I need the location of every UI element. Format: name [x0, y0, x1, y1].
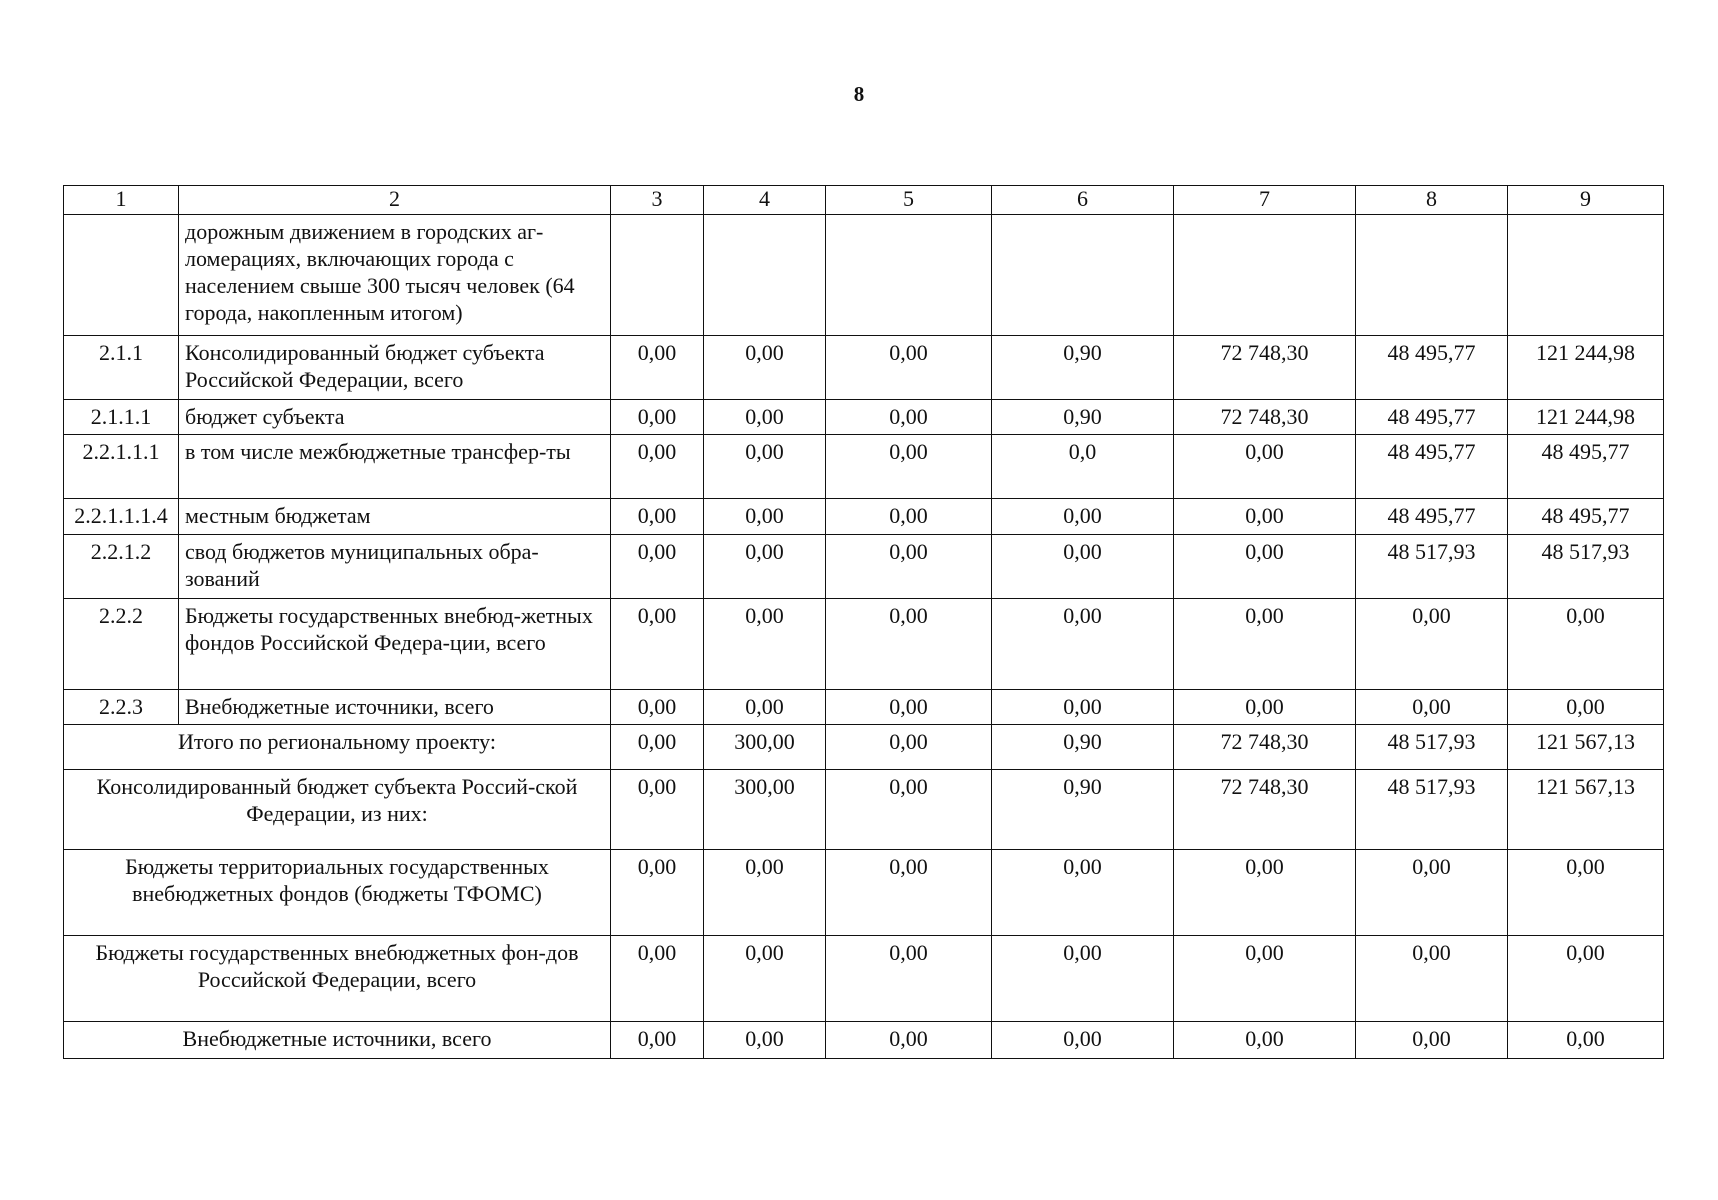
value-cell: 0,00 — [992, 850, 1174, 936]
row-name: в том числе межбюджетные трансфер-ты — [179, 435, 611, 499]
value-cell: 72 748,30 — [1174, 725, 1356, 770]
value-cell: 0,00 — [1508, 1022, 1664, 1059]
value-cell: 48 495,77 — [1508, 499, 1664, 535]
summary-label: Бюджеты государственных внебюджетных фон-дов Российской Федерации, всего — [64, 936, 611, 1022]
column-header: 3 — [611, 186, 704, 215]
row-name: свод бюджетов муниципальных обра-зований — [179, 535, 611, 599]
value-cell: 300,00 — [704, 725, 826, 770]
value-cell: 72 748,30 — [1174, 336, 1356, 400]
value-cell: 0,0 — [992, 435, 1174, 499]
value-cell: 0,00 — [1174, 499, 1356, 535]
value-cell: 0,90 — [992, 725, 1174, 770]
value-cell: 0,00 — [992, 535, 1174, 599]
table-row — [64, 435, 1664, 499]
value-cell: 0,00 — [992, 690, 1174, 725]
table-row — [64, 690, 1664, 725]
value-cell: 48 495,77 — [1508, 435, 1664, 499]
value-cell: 0,00 — [826, 725, 992, 770]
row-code: 2.2.1.2 — [64, 535, 179, 599]
value-cell: 0,00 — [1508, 599, 1664, 690]
row-code: 2.2.2 — [64, 599, 179, 690]
value-cell: 0,00 — [826, 690, 992, 725]
value-cell: 121 567,13 — [1508, 725, 1664, 770]
value-cell: 0,00 — [826, 850, 992, 936]
value-cell: 300,00 — [704, 770, 826, 850]
summary-row — [64, 850, 1664, 936]
value-cell: 0,00 — [1174, 599, 1356, 690]
value-cell: 0,00 — [611, 725, 704, 770]
value-cell: 48 517,93 — [1356, 770, 1508, 850]
value-cell: 0,00 — [611, 936, 704, 1022]
value-cell: 0,00 — [611, 690, 704, 725]
summary-label: Внебюджетные источники, всего — [64, 1022, 611, 1059]
value-cell: 0,00 — [1508, 936, 1664, 1022]
value-cell: 0,00 — [611, 535, 704, 599]
value-cell: 0,00 — [1508, 850, 1664, 936]
value-cell: 0,00 — [611, 336, 704, 400]
page-number: 8 — [853, 82, 865, 106]
value-cell: 0,00 — [992, 936, 1174, 1022]
column-header: 2 — [179, 186, 611, 215]
value-cell: 0,00 — [704, 435, 826, 499]
value-cell: 0,00 — [1174, 1022, 1356, 1059]
value-cell: 0,00 — [826, 936, 992, 1022]
value-cell: 0,90 — [992, 336, 1174, 400]
value-cell: 72 748,30 — [1174, 770, 1356, 850]
column-header: 7 — [1174, 186, 1356, 215]
row-code: 2.2.1.1.1.4 — [64, 499, 179, 535]
value-cell: 0,00 — [1356, 936, 1508, 1022]
value-cell: 0,00 — [704, 400, 826, 435]
value-cell: 0,00 — [1174, 435, 1356, 499]
value-cell: 0,00 — [826, 535, 992, 599]
value-cell: 0,00 — [826, 336, 992, 400]
value-cell: 0,90 — [992, 400, 1174, 435]
value-cell: 0,00 — [826, 435, 992, 499]
summary-row — [64, 770, 1664, 850]
value-cell: 48 495,77 — [1356, 336, 1508, 400]
table-row — [64, 599, 1664, 690]
continuation-row — [64, 215, 1664, 336]
value-cell: 0,00 — [1174, 690, 1356, 725]
summary-row — [64, 725, 1664, 770]
value-cell: 48 517,93 — [1508, 535, 1664, 599]
column-header: 6 — [992, 186, 1174, 215]
row-code: 2.1.1.1 — [64, 400, 179, 435]
value-cell: 0,00 — [826, 1022, 992, 1059]
value-cell: 72 748,30 — [1174, 400, 1356, 435]
value-cell: 0,00 — [826, 400, 992, 435]
budget-table — [63, 185, 1664, 1059]
value-cell: 121 567,13 — [1508, 770, 1664, 850]
value-cell: 0,00 — [1174, 535, 1356, 599]
value-cell: 0,00 — [992, 499, 1174, 535]
table-row — [64, 400, 1664, 435]
value-cell: 0,00 — [704, 499, 826, 535]
row-name: Бюджеты государственных внебюд-жетных фондов Российской Федера-ции, всего — [179, 599, 611, 690]
row-code: 2.2.3 — [64, 690, 179, 725]
value-cell: 0,00 — [826, 499, 992, 535]
column-header: 9 — [1508, 186, 1664, 215]
table-row — [64, 336, 1664, 400]
table-row — [64, 499, 1664, 535]
value-cell: 0,00 — [704, 599, 826, 690]
value-cell: 121 244,98 — [1508, 400, 1664, 435]
summary-label: Консолидированный бюджет субъекта Россий-ской Федерации, из них: — [64, 770, 611, 850]
column-header: 8 — [1356, 186, 1508, 215]
value-cell: 48 517,93 — [1356, 535, 1508, 599]
column-header: 4 — [704, 186, 826, 215]
value-cell: 0,00 — [1356, 1022, 1508, 1059]
value-cell: 0,00 — [1508, 690, 1664, 725]
column-header: 1 — [64, 186, 179, 215]
value-cell: 0,00 — [704, 936, 826, 1022]
value-cell: 48 495,77 — [1356, 499, 1508, 535]
value-cell: 0,00 — [704, 336, 826, 400]
value-cell: 0,00 — [826, 770, 992, 850]
value-cell: 0,90 — [992, 770, 1174, 850]
value-cell: 48 517,93 — [1356, 725, 1508, 770]
value-cell: 0,00 — [1174, 936, 1356, 1022]
value-cell: 0,00 — [611, 1022, 704, 1059]
value-cell: 48 495,77 — [1356, 400, 1508, 435]
value-cell: 0,00 — [826, 599, 992, 690]
summary-row — [64, 936, 1664, 1022]
table-row — [64, 535, 1664, 599]
value-cell: 0,00 — [1356, 850, 1508, 936]
summary-label: Бюджеты территориальных государственных внебюджетных фондов (бюджеты ТФОМС) — [64, 850, 611, 936]
value-cell: 0,00 — [704, 690, 826, 725]
value-cell: 0,00 — [1356, 599, 1508, 690]
value-cell: 0,00 — [611, 400, 704, 435]
value-cell: 0,00 — [611, 599, 704, 690]
row-name: бюджет субъекта — [179, 400, 611, 435]
header-row — [64, 186, 1664, 215]
value-cell: 0,00 — [1356, 690, 1508, 725]
value-cell: 0,00 — [992, 599, 1174, 690]
row-code — [64, 215, 179, 336]
value-cell: 0,00 — [611, 499, 704, 535]
summary-label: Итого по региональному проекту: — [64, 725, 611, 770]
value-cell: 0,00 — [704, 535, 826, 599]
value-cell: 48 495,77 — [1356, 435, 1508, 499]
value-cell: 0,00 — [611, 770, 704, 850]
row-code: 2.2.1.1.1 — [64, 435, 179, 499]
value-cell: 0,00 — [1174, 850, 1356, 936]
value-cell: 0,00 — [611, 850, 704, 936]
row-name: местным бюджетам — [179, 499, 611, 535]
row-code: 2.1.1 — [64, 336, 179, 400]
column-header: 5 — [826, 186, 992, 215]
value-cell: 0,00 — [992, 1022, 1174, 1059]
value-cell: 0,00 — [704, 1022, 826, 1059]
value-cell: 0,00 — [704, 850, 826, 936]
row-name: Консолидированный бюджет субъекта Российской Федерации, всего — [179, 336, 611, 400]
value-cell: 0,00 — [611, 435, 704, 499]
continuation-text: дорожным движением в городских аг-ломерациях, включающих города с населением свыше 300 тысяч человек (64 города, накопленным итогом) — [179, 215, 611, 336]
summary-row — [64, 1022, 1664, 1059]
row-name: Внебюджетные источники, всего — [179, 690, 611, 725]
value-cell: 121 244,98 — [1508, 336, 1664, 400]
